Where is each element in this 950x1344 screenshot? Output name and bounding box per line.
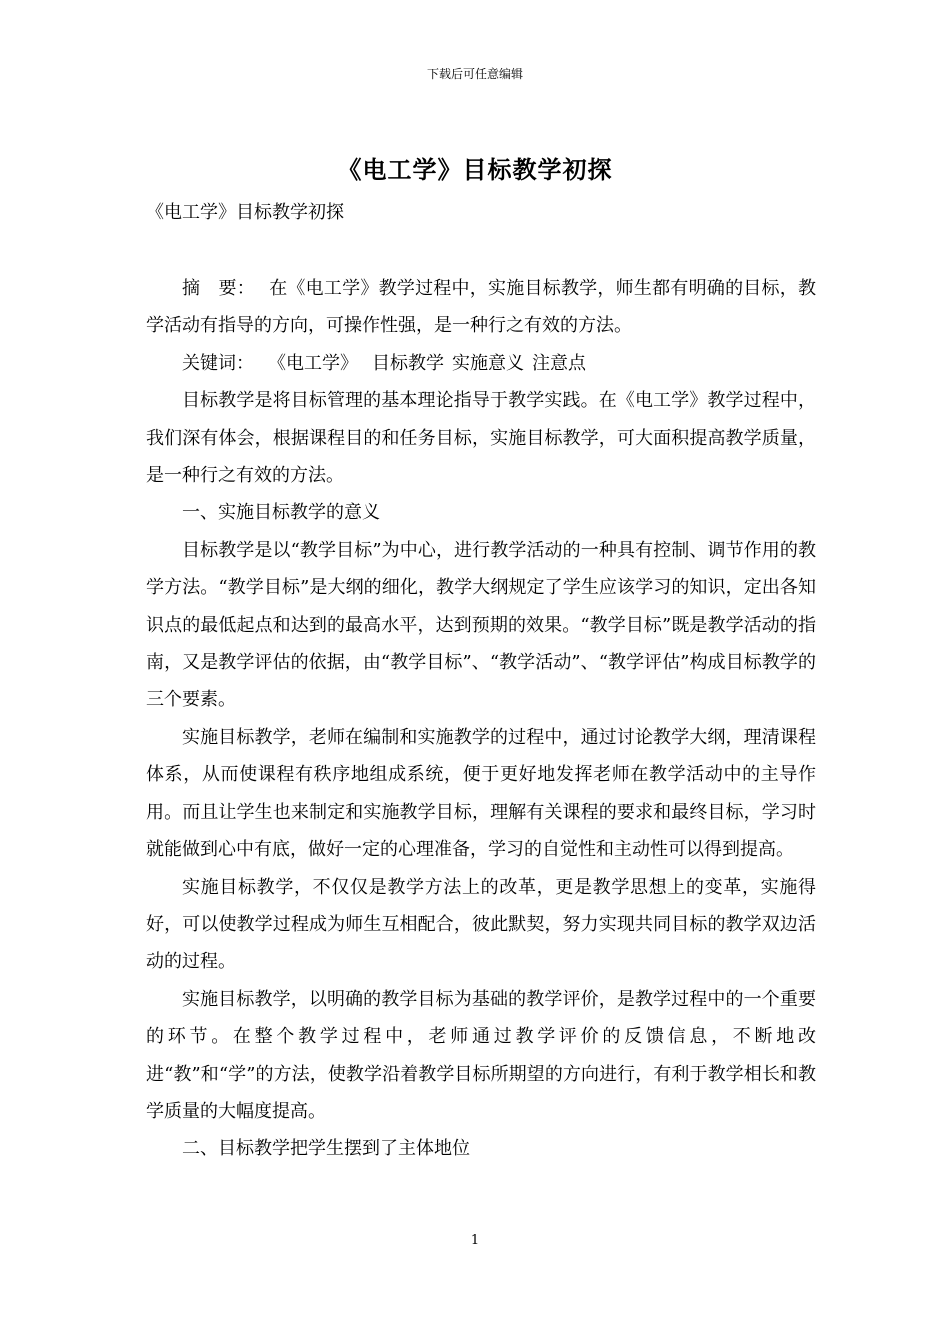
body-paragraph: 实施目标教学，以明确的教学目标为基础的教学评价，是教学过程中的一个重要的环节。在整个教学过程中，老师通过教学评价的反馈信息，不断地改进“教”和“学”的方法，使教学沿着教学目标所期望的方向进行，有利于教学相长和教学质量的大幅度提高。 xyxy=(146,988,816,1122)
body-paragraph: 目标教学是以“教学目标”为中心，进行教学活动的一种具有控制、调节作用的教学方法。“教学目标”是大纲的细化，教学大纲规定了学生应该学习的知识，定出各知识点的最低起点和达到的最高水平，达到预期的效果。“教学目标”既是教学活动的指南，又是教学评估的依据，由“教学目标”、“教学活动”、“教学评估”构成目标教学的三个要素。 xyxy=(146,539,816,711)
body-paragraph: 实施目标教学，不仅仅是教学方法上的改革，更是教学思想上的变革，实施得好，可以使教学过程成为师生互相配合，彼此默契，努力实现共同目标的教学双边活动的过程。 xyxy=(146,876,816,973)
section-heading: 一、实施目标教学的意义 xyxy=(182,502,380,524)
keywords-label: 关键词： xyxy=(182,352,254,374)
abstract-text: 在《电工学》教学过程中，实施目标教学，师生都有明确的目标，教学活动有指导的方向，可操作性强，是一种行之有效的方法。 xyxy=(146,278,817,337)
page-number: 1 xyxy=(470,1233,480,1248)
document-title: 《电工学》目标教学初探 xyxy=(337,155,613,184)
keywords-paragraph xyxy=(146,345,816,382)
keyword-item: 注意点 xyxy=(532,352,586,374)
keyword-item: 目标教学 xyxy=(372,352,444,374)
abstract-paragraph xyxy=(146,270,816,345)
keyword-item: 《电工学》 xyxy=(268,352,358,374)
abstract-label: 摘 要： xyxy=(182,278,255,299)
section-heading: 二、目标教学把学生摆到了主体地位 xyxy=(182,1138,470,1160)
document-body xyxy=(146,270,816,1168)
body-paragraph: 实施目标教学，老师在编制和实施教学的过程中，通过讨论教学大纲，理清课程体系，从而使课程有秩序地组成系统，便于更好地发挥老师在教学活动中的主导作用。而且让学生也来制定和实施教学目标，理解有关课程的要求和最终目标，学习时就能做到心中有底，做好一定的心理准备，学习的自觉性和主动性可以得到提高。 xyxy=(146,726,816,861)
document-subtitle: 《电工学》目标教学初探 xyxy=(146,202,344,223)
page-header: 下载后可任意编辑 xyxy=(426,67,523,81)
keyword-item: 实施意义 xyxy=(452,352,524,374)
body-paragraph: 目标教学是将目标管理的基本理论指导于教学实践。在《电工学》教学过程中，我们深有体会，根据课程目的和任务目标，实施目标教学，可大面积提高教学质量，是一种行之有效的方法。 xyxy=(146,390,816,487)
